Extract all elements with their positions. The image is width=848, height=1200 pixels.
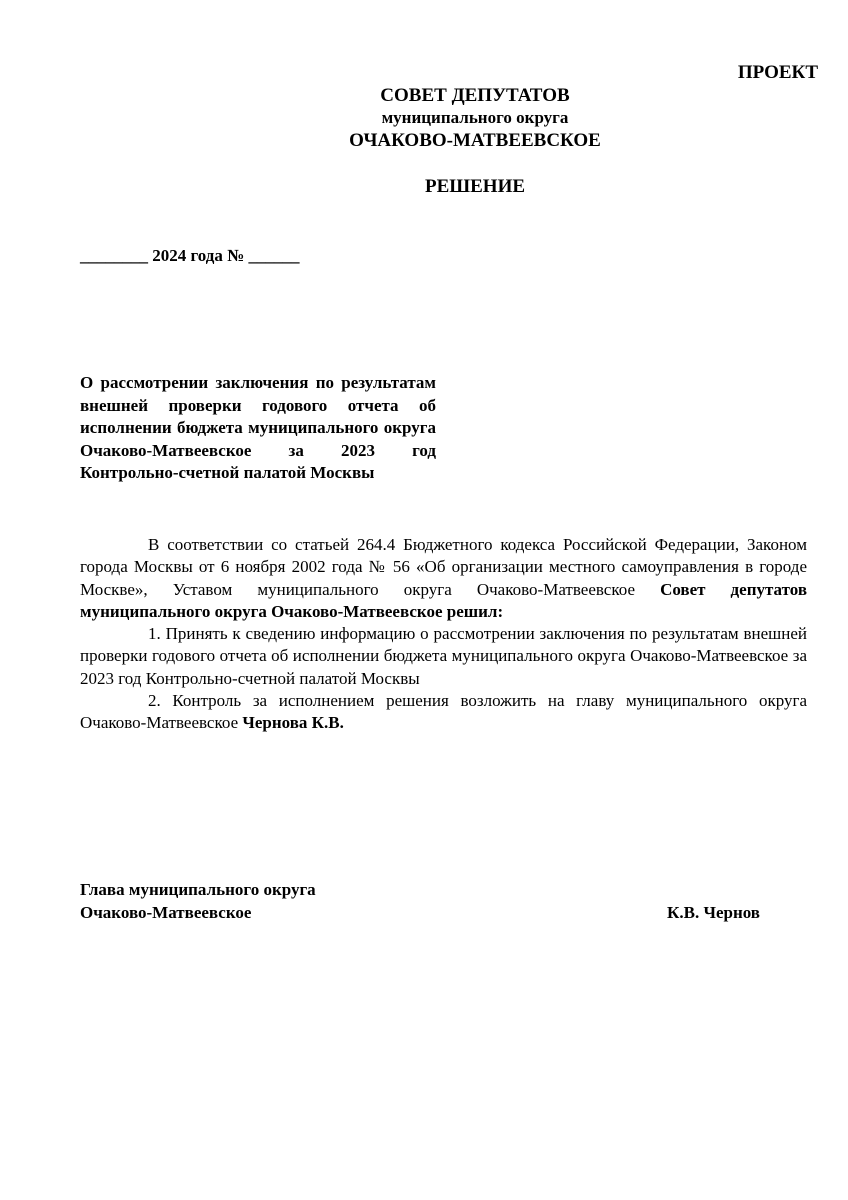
- decision-item-1-text: 1. Принять к сведению информацию о рассмотрении заключения по результатам внешней проверки годового отчета об исполнении бюджета муниципального округа Очаково-Матвеевское за 2023 год Контрольно-счетной палатой Москвы: [80, 624, 807, 688]
- decision-item-2-text: 2. Контроль за исполнением решения возложить на главу муниципального округа Очаково-Матвеевское: [80, 691, 807, 733]
- decision-item-2: [80, 690, 807, 735]
- signatory-name: К.В. Чернов: [667, 903, 760, 922]
- organization-name: СОВЕТ ДЕПУТАТОВ: [380, 85, 570, 106]
- preamble-resolution: Совет депутатов муниципального округа Очаково-Матвеевское решил:: [80, 579, 808, 621]
- signature-block: [80, 878, 760, 924]
- preamble-paragraph: [80, 534, 807, 623]
- document-header: [80, 84, 848, 152]
- document-type: РЕШЕНИЕ: [424, 176, 526, 197]
- draft-label: ПРОЕКТ: [737, 62, 818, 83]
- decision-subject: О рассмотрении заключения по результатам внешней проверки годового отчета об исполнении бюджета муниципального округа Очаково-Матвеевское за 2023 год Контрольно-счетной палатой Москвы: [80, 373, 436, 482]
- signature-row: [80, 901, 760, 924]
- preamble-text: В соответствии со статьей 264.4 Бюджетного кодекса Российской Федерации, Законом города Москвы от 6 ноября 2002 года № 56 «Об организации местного самоуправления в городе Москве», Уставом муниципального округа Очаково-Матвеевское: [80, 535, 807, 599]
- signatory-role-line1: Глава муниципального округа: [80, 880, 316, 899]
- organization-subtitle: муниципального округа: [381, 108, 569, 127]
- responsible-person: Чернова К.В.: [242, 713, 344, 733]
- signatory-role-line2: Очаково-Матвеевское: [80, 903, 252, 922]
- document-body: [80, 534, 807, 735]
- date-number-line: ________ 2024 года № ______: [80, 246, 300, 265]
- decision-item-1: [80, 623, 807, 690]
- district-name: ОЧАКОВО-МАТВЕЕВСКОЕ: [349, 130, 601, 151]
